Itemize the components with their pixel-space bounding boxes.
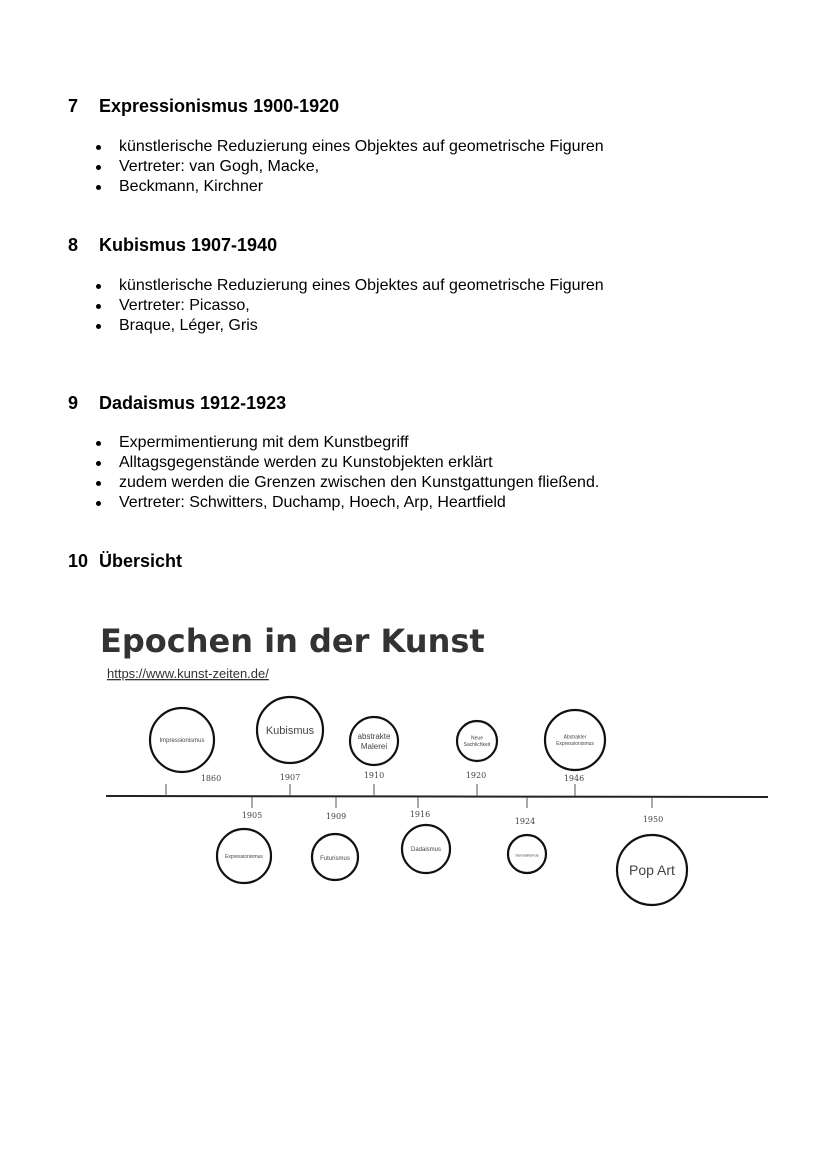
year-label: 1910	[363, 771, 385, 780]
section-number: 10	[68, 551, 89, 571]
year-label: 1907	[279, 773, 301, 782]
epoch-label: Kubismus	[265, 724, 315, 737]
section-9-heading	[68, 392, 286, 414]
list-item: künstlerische Reduzierung eines Objektes auf geometrische Figuren	[93, 276, 604, 296]
source-link[interactable]: https://www.kunst-zeiten.de/	[107, 666, 269, 681]
section-title: Kubismus 1907-1940	[99, 235, 278, 255]
section-number: 9	[68, 393, 79, 413]
year-label: 1920	[465, 771, 487, 780]
year-label: 1950	[642, 815, 664, 824]
list-item: zudem werden die Grenzen zwischen den Kunstgattungen fließend.	[93, 473, 599, 493]
year-label: 1905	[241, 811, 263, 820]
year-label: 1916	[409, 810, 431, 819]
art-epochs-timeline	[0, 600, 828, 920]
epoch-label: Sachlichkeit	[463, 741, 491, 748]
section-9-bullet-list	[93, 433, 599, 513]
epoch-label: Impressionismus	[159, 738, 205, 745]
section-7-bullet-list	[93, 137, 604, 197]
list-item: Vertreter: van Gogh, Macke,	[93, 157, 604, 177]
timeline-axis	[106, 796, 768, 797]
epoch-label: Expressionismus	[225, 853, 263, 860]
epoch-label: Malerei	[360, 741, 388, 751]
list-item: Vertreter: Picasso,	[93, 296, 604, 316]
section-title: Dadaismus 1912-1923	[99, 393, 287, 413]
section-number: 8	[68, 235, 79, 255]
section-10-heading	[68, 550, 182, 572]
year-label: 1924	[514, 817, 536, 826]
list-item: Beckmann, Kirchner	[93, 177, 604, 197]
epoch-label: Abstrakter	[563, 734, 587, 741]
year-label: 1946	[563, 774, 585, 783]
timeline-title: Epochen in der Kunst	[100, 622, 485, 660]
section-title: Expressionismus 1900-1920	[99, 96, 340, 116]
year-label: 1909	[325, 812, 347, 821]
section-title: Übersicht	[99, 551, 183, 571]
list-item: künstlerische Reduzierung eines Objektes auf geometrische Figuren	[93, 137, 604, 157]
list-item: Alltagsgegenstände werden zu Kunstobjekten erklärt	[93, 453, 599, 473]
section-8-heading	[68, 234, 277, 256]
epoch-label: abstrakte	[357, 731, 391, 741]
list-item: Braque, Léger, Gris	[93, 316, 604, 336]
section-7-heading	[68, 95, 339, 117]
epoch-label: Surrealismus	[515, 852, 539, 858]
epoch-label: Futurismus	[320, 856, 350, 863]
year-label: 1860	[200, 774, 222, 783]
epoch-label: Expressionismus	[556, 740, 594, 747]
epoch-label: Dadaismus	[410, 847, 442, 854]
section-number: 7	[68, 96, 79, 116]
section-8-bullet-list	[93, 276, 604, 336]
list-item: Vertreter: Schwitters, Duchamp, Hoech, Arp, Heartfield	[93, 493, 599, 513]
list-item: Expermimentierung mit dem Kunstbegriff	[93, 433, 599, 453]
epoch-label: Neue	[471, 735, 483, 742]
epoch-label: Pop Art	[629, 861, 675, 878]
